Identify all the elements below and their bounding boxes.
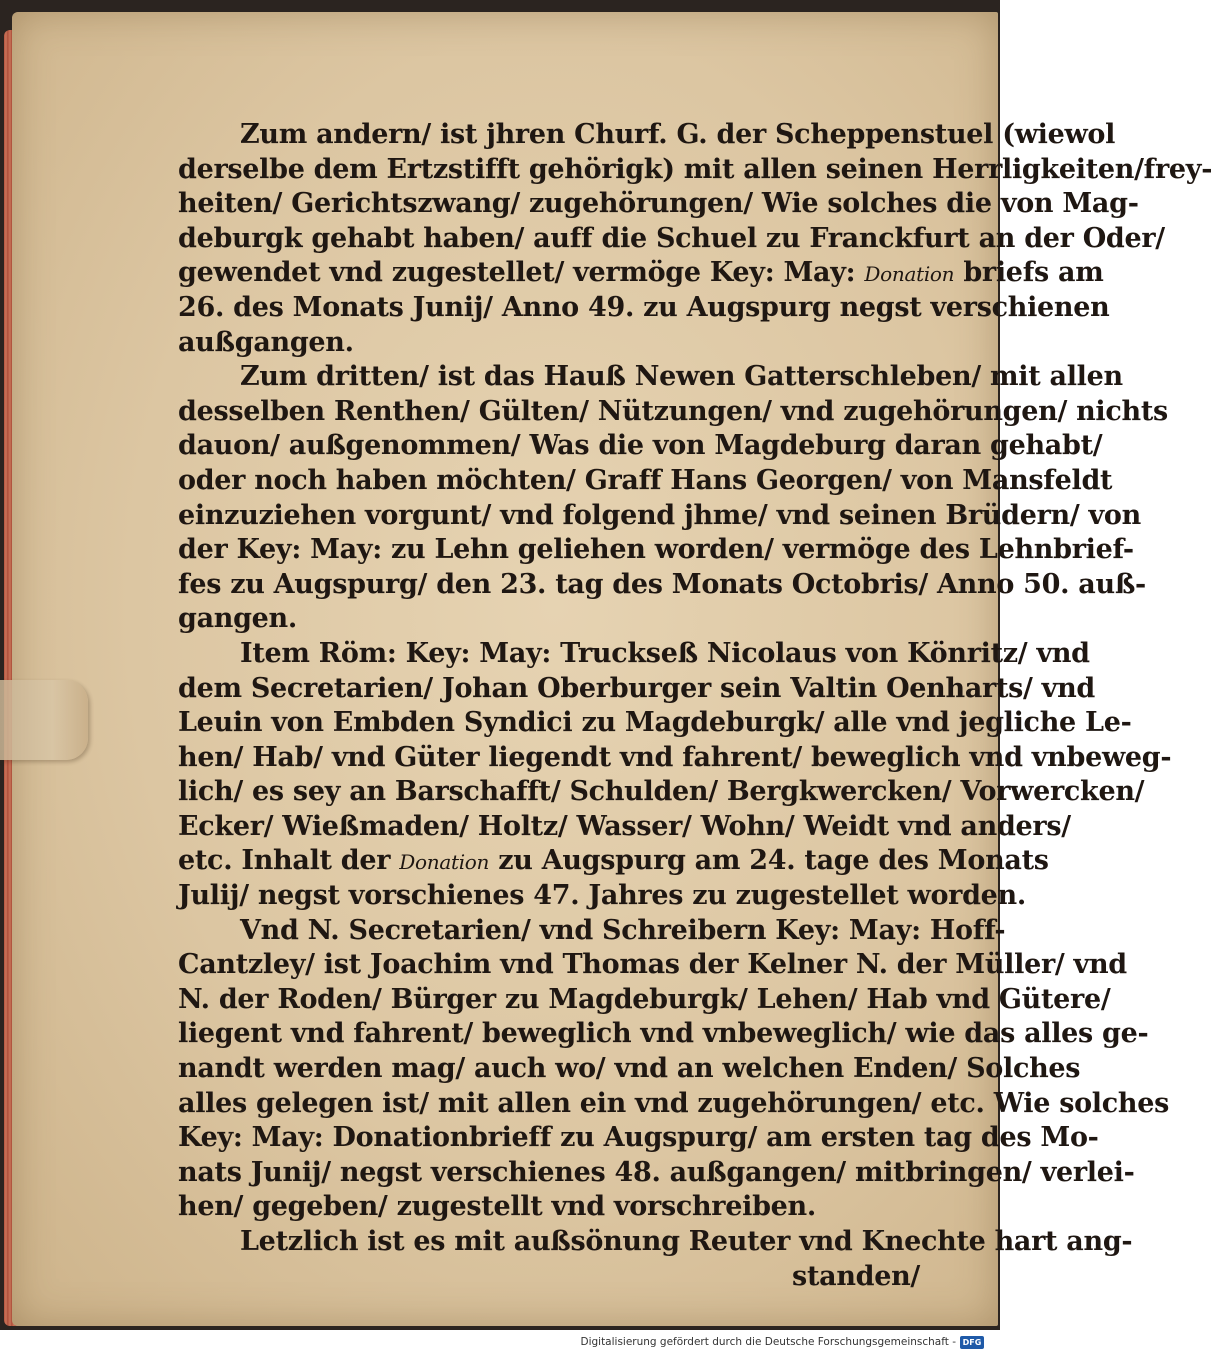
text-line — [178, 533, 1134, 568]
line-text: Leuin von Embden Syndici zu Magdeburgk/ alle vnd jegliche Le- — [178, 707, 1132, 739]
line-text: Ecker/ Wießmaden/ Holtz/ Wasser/ Wohn/ Weidt vnd anders/ — [178, 810, 1071, 842]
line-text: 26. des Monats Junij/ Anno 49. zu Augspurg negst verschienen — [178, 291, 1110, 323]
line-text: Letzlich ist es mit außsönung Reuter vnd Knechte hart ang- — [240, 1226, 1133, 1257]
text-line — [178, 637, 1090, 672]
text-line — [178, 326, 928, 361]
line-text: nats Junij/ negst verschienes 48. außgangen/ mitbringen/ verlei- — [178, 1156, 1135, 1188]
text-line — [178, 844, 1049, 879]
text-line — [178, 1156, 1135, 1191]
text-line — [178, 118, 1116, 153]
text-line — [178, 395, 1168, 430]
page-text — [178, 118, 1212, 1294]
text-line — [178, 187, 1139, 222]
text-line — [178, 1052, 1081, 1087]
text-line — [178, 1225, 1133, 1260]
line-text: etc. Inhalt der — [178, 845, 400, 877]
line-text: Cantzley/ ist Joachim vnd Thomas der Kelner N. der Müller/ vnd — [178, 949, 1127, 981]
text-line — [178, 775, 1145, 810]
text-line — [178, 1121, 1099, 1156]
line-text: nandt werden mag/ auch wo/ vnd an welchen Enden/ Solches — [178, 1053, 1081, 1085]
text-line — [178, 602, 928, 637]
line-text: dem Secretarien/ Johan Oberburger sein Valtin Oenharts/ vnd — [178, 672, 1095, 704]
line-text: hen/ Hab/ vnd Güter liegendt vnd fahrent/ beweglich vnd vnbeweg- — [178, 741, 1172, 773]
line-text: heiten/ Gerichtszwang/ zugehörungen/ Wie solches die von Mag- — [178, 188, 1139, 220]
text-line — [178, 706, 1132, 741]
text-line — [178, 672, 1095, 707]
text-line — [178, 153, 1212, 188]
footer-bar — [0, 1330, 1000, 1355]
line-text: liegent vnd fahrent/ beweglich vnd vnbeweglich/ wie das alles ge- — [178, 1018, 1149, 1050]
text-line — [178, 222, 1165, 257]
text-line — [178, 741, 1172, 776]
line-text: Vnd N. Secretarien/ vnd Schreibern Key: May: Hoff- — [240, 914, 1006, 946]
dfg-logo: DFG — [960, 1336, 984, 1349]
line-text: Item Röm: Key: May: Truckseß Nicolaus von Könritz/ vnd — [240, 637, 1090, 669]
text-line — [178, 1260, 928, 1295]
italic-term: Donation — [399, 850, 490, 875]
text-line — [178, 810, 1071, 845]
text-line — [178, 291, 1110, 326]
line-text: lich/ es sey an Barschafft/ Schulden/ Bergkwercken/ Vorwercken/ — [178, 776, 1145, 808]
line-text: gangen. — [178, 603, 297, 635]
line-text: einzuziehen vorgunt/ vnd folgend jhme/ vnd seinen Brüdern/ von — [178, 499, 1141, 531]
line-text: N. der Roden/ Bürger zu Magdeburgk/ Lehen/ Hab vnd Gütere/ — [178, 983, 1111, 1015]
text-line — [178, 914, 1006, 949]
line-text: derselbe dem Ertzstifft gehörigk) mit allen seinen Herrligkeiten/frey- — [178, 153, 1212, 185]
line-text: dauon/ außgenommen/ Was die von Magdeburg daran gehabt/ — [178, 430, 1103, 462]
text-line — [178, 568, 1146, 603]
line-text-continued: zu Augspurg am 24. tage des Monats — [489, 845, 1049, 877]
text-line — [178, 1017, 1149, 1052]
line-text: standen/ — [792, 1260, 920, 1292]
line-text: gewendet vnd zugestellet/ vermöge Key: May: — [178, 257, 865, 289]
line-text: desselben Renthen/ Gülten/ Nützungen/ vnd zugehörungen/ nichts — [178, 395, 1168, 427]
line-text: außgangen. — [178, 326, 354, 358]
text-line — [178, 1190, 928, 1225]
text-line — [178, 464, 1113, 499]
line-text: der Key: May: zu Lehn geliehen worden/ vermöge des Lehnbrief- — [178, 534, 1134, 566]
page-fold-strip — [0, 680, 88, 760]
line-text: oder noch haben möchten/ Graff Hans Georgen/ von Mansfeldt — [178, 464, 1113, 496]
line-text: Zum dritten/ ist das Hauß Newen Gatterschleben/ mit allen — [240, 361, 1123, 393]
line-text: Key: May: Donationbrieff zu Augspurg/ am ersten tag des Mo- — [178, 1122, 1099, 1154]
text-line — [178, 499, 1141, 534]
line-text: hen/ gegeben/ zugestellt vnd vorschreiben. — [178, 1191, 816, 1223]
line-text: deburgk gehabt haben/ auff die Schuel zu Franckfurt an der Oder/ — [178, 222, 1165, 254]
text-line — [178, 983, 1111, 1018]
line-text-continued: briefs am — [954, 257, 1104, 289]
funding-note: Digitalisierung gefördert durch die Deutsche Forschungsgemeinschaft - — [580, 1336, 956, 1348]
italic-term: Donation — [864, 262, 955, 287]
text-line — [178, 360, 1123, 395]
text-line — [178, 429, 1103, 464]
line-text: alles gelegen ist/ mit allen ein vnd zugehörungen/ etc. Wie solches — [178, 1087, 1170, 1119]
line-text: fes zu Augspurg/ den 23. tag des Monats Octobris/ Anno 50. auß- — [178, 568, 1146, 600]
text-line — [178, 948, 1127, 983]
text-line — [178, 879, 1026, 914]
text-line — [178, 256, 1104, 291]
text-line — [178, 1087, 1170, 1122]
line-text: Julij/ negst vorschienes 47. Jahres zu zugestellet worden. — [178, 880, 1026, 912]
line-text: Zum andern/ ist jhren Churf. G. der Scheppenstuel (wiewol — [240, 119, 1116, 150]
